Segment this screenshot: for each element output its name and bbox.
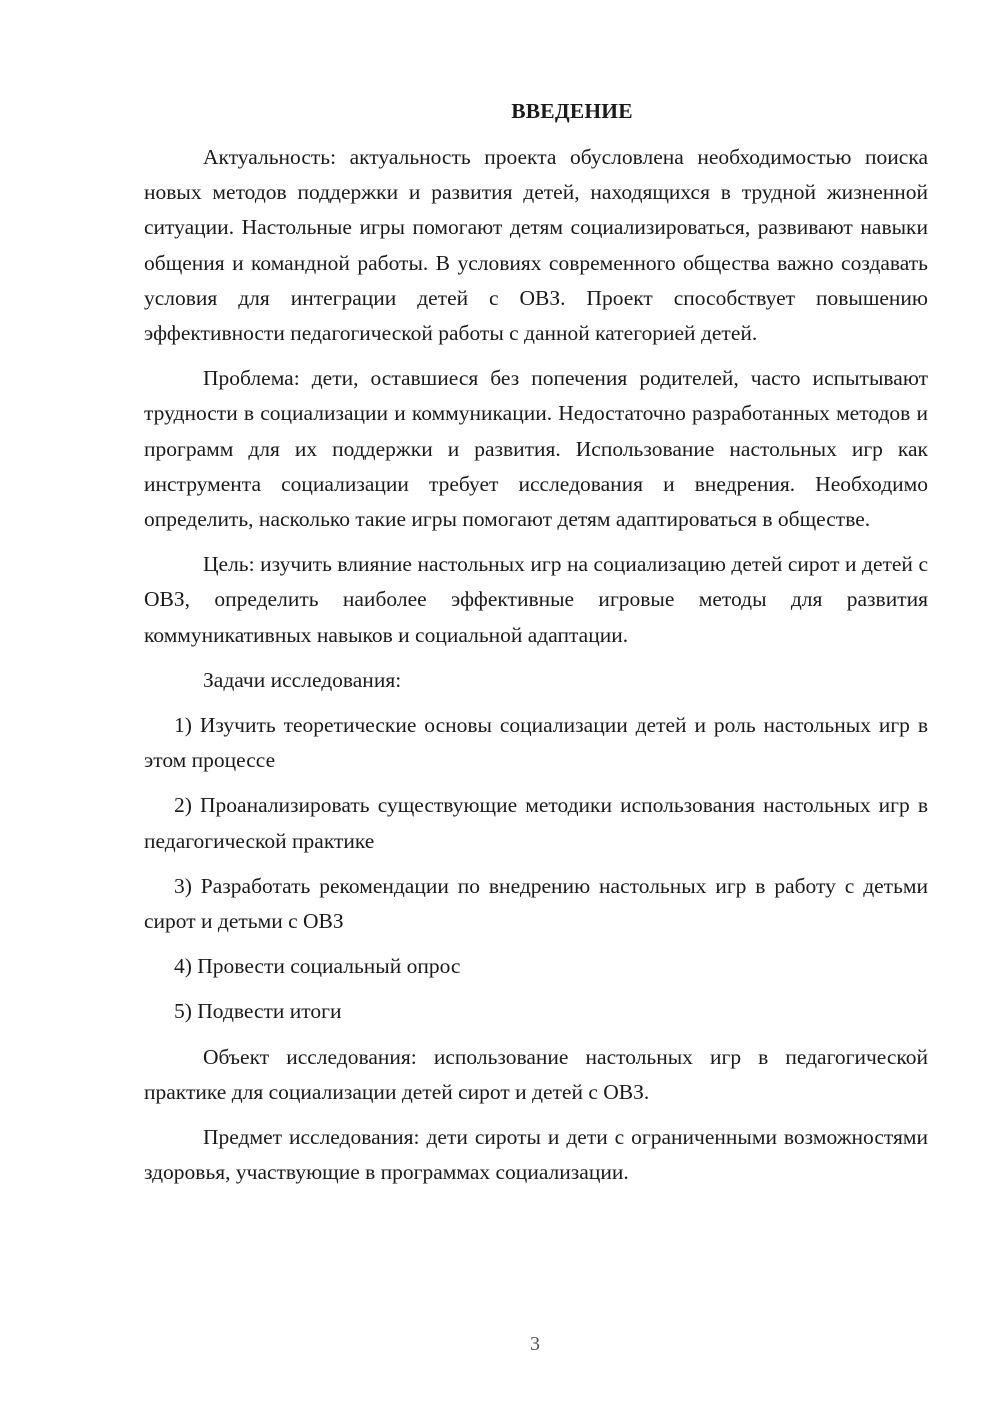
task-item-5: 5) Подвести итоги	[174, 999, 342, 1024]
page-title: ВВЕДЕНИЕ	[511, 99, 633, 123]
task-item-4: 4) Провести социальный опрос	[174, 954, 461, 979]
paragraph-subject: Предмет исследования: дети сироты и дети с ограниченными возможностями здоровья, участвующие в программах социализации.	[144, 1125, 928, 1185]
document-page	[144, 95, 928, 1200]
paragraph-object: Объект исследования: использование настольных игр в педагогической практике для социализации детей сирот и детей с ОВЗ.	[144, 1044, 928, 1104]
paragraph-relevance: Актуальность: актуальность проекта обусловлена необходимостью поиска новых методов поддержки и развития детей, находящихся в трудной жизненной ситуации. Настольные игры помогают детям социализироваться, развивают навыки общения и командной работы. В условиях современного общества важно создавать условия для интеграции детей с ОВЗ. Проект способствует повышению эффективности педагогической работы с данной категорией детей.	[144, 145, 928, 346]
task-item-3: 3) Разработать рекомендации по внедрению настольных игр в работу с детьми сирот и детьми с ОВЗ	[144, 873, 928, 934]
paragraph-problem: Проблема: дети, оставшиеся без попечения родителей, часто испытывают трудности в социализации и коммуникации. Недостаточно разработанных методов и программ для их поддержки и развития. Использование настольных игр как инструмента социализации требует исследования и внедрения. Необходимо определить, насколько такие игры помогают детям адаптироваться в обществе.	[144, 366, 928, 532]
page-number: 3	[530, 1333, 540, 1355]
task-item-2: 2) Проанализировать существующие методики использования настольных игр в педагогической практике	[144, 793, 928, 853]
paragraph-goal: Цель: изучить влияние настольных игр на социализацию детей сирот и детей с ОВЗ, определить наиболее эффективные игровые методы для развития коммуникативных навыков и социальной адаптации.	[144, 552, 928, 647]
tasks-heading: Задачи исследования:	[203, 667, 402, 692]
task-item-1: 1) Изучить теоретические основы социализации детей и роль настольных игр в этом процессе	[144, 713, 928, 773]
